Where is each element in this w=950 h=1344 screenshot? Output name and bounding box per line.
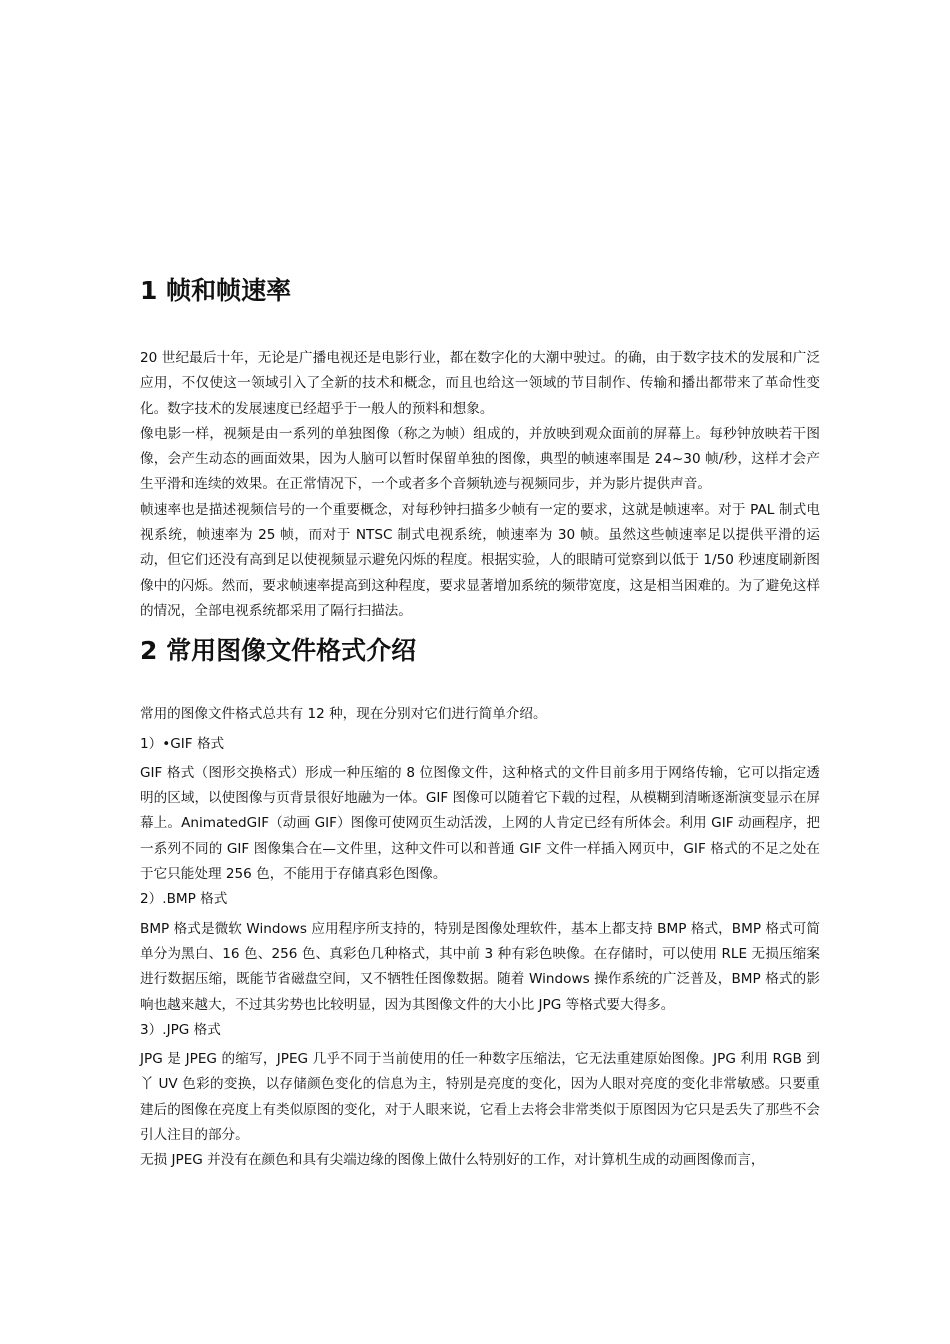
format-title-bmp: 2）.BMP 格式 (140, 891, 228, 908)
paragraph: JPG 是 JPEG 的缩写，JPEG 几乎不同于当前使用的任一种数字压缩法，它无法重建原始图像。JPG 利用 RGB 到丫 UV 色彩的变换，以存储颜色变化的信息为主，特别是亮度的变化，因为人眼对亮度的变化非常敏感。只要重建后的图像在亮度上有类似原图的变化，对于人眼来说，它看上去将会非常类似于原图因为它只是丢失了那些不会引人注目的部分。 (140, 1051, 820, 1144)
paragraph: 无损 JPEG 并没有在颜色和具有尖端边缘的图像上做什么特别好的工作，对计算机生成的动画图像而言， (140, 1152, 765, 1169)
section-intro: 常用的图像文件格式总共有 12 种，现在分别对它们进行简单介绍。 (140, 706, 547, 723)
section-heading-image-formats: 2 常用图像文件格式介绍 (140, 636, 417, 666)
paragraph: 20 世纪最后十年，无论是广播电视还是电影行业，都在数字化的大潮中驶过。的确，由于数字技术的发展和广泛应用，不仅使这一领域引入了全新的技术和概念，而且也给这一领域的节目制作、传输和播出都带来了革命性变化。数字技术的发展速度已经超乎于一般人的预料和想象。 (140, 350, 820, 417)
paragraph: GIF 格式（图形交换格式）形成一种压缩的 8 位图像文件，这种格式的文件目前多用于网络传输，它可以指定透明的区域，以使图像与页背景很好地融为一体。GIF 图像可以随着它下载的过程，从模糊到清晰逐渐演变显示在屏幕上。AnimatedGIF（动画 GIF）图像可使网页生动活泼，上网的人肯定已经有所体会。利用 GIF 动画程序，把一系列不同的 GIF 图像集合在—文件里，这种文件可以和普通 GIF 文件一样插入网页中，GIF 格式的不足之处在于它只能处理 256 色，不能用于存储真彩色图像。 (140, 764, 820, 883)
paragraph: 像电影一样，视频是由一系列的单独图像（称之为帧）组成的，并放映到观众面前的屏幕上。每秒钟放映若干图像，会产生动态的画面效果，因为人脑可以暂时保留单独的图像，典型的帧速率围是 24~30 帧/秒，这样才会产生平滑和连续的效果。在正常情况下，一个或者多个音频轨迹与视频同步，并为影片提供声音。 (140, 425, 820, 493)
paragraph: 帧速率也是描述视频信号的一个重要概念，对每秒钟扫描多少帧有一定的要求，这就是帧速率。对于 PAL 制式电视系统，帧速率为 25 帧，而对于 NTSC 制式电视系统，帧速率为 30 帧。虽然这些帧速率足以提供平滑的运动，但它们还没有高到足以使视频显示避免闪烁的程度。根据实验，人的眼睛可觉察到以低于 1/50 秒速度刷新图像中的闪烁。然而，要求帧速率提高到这种程度，要求显著增加系统的频带宽度，这是相当困难的。为了避免这样的情况，全部电视系统都采用了隔行扫描法。 (140, 501, 820, 619)
format-title-jpg: 3）.JPG 格式 (140, 1021, 221, 1038)
format-title-gif: 1）•GIF 格式 (140, 735, 225, 752)
section-heading-frame-rate: 1 帧和帧速率 (140, 276, 292, 305)
document-content (140, 270, 820, 1174)
paragraph: BMP 格式是微软 Windows 应用程序所支持的，特别是图像处理软件，基本上都支持 BMP 格式，BMP 格式可简单分为黑白、16 色、256 色、真彩色几种格式，其中前 3 种有彩色映像。在存储时，可以使用 RLE 无损压缩案进行数据压缩，既能节省磁盘空间，又不牺牲任图像数据。随着 Windows 操作系统的广泛普及，BMP 格式的影响也越来越大，不过其劣势也比较明显，因为其图像文件的大小比 JPG 等格式要大得多。 (140, 920, 820, 1013)
